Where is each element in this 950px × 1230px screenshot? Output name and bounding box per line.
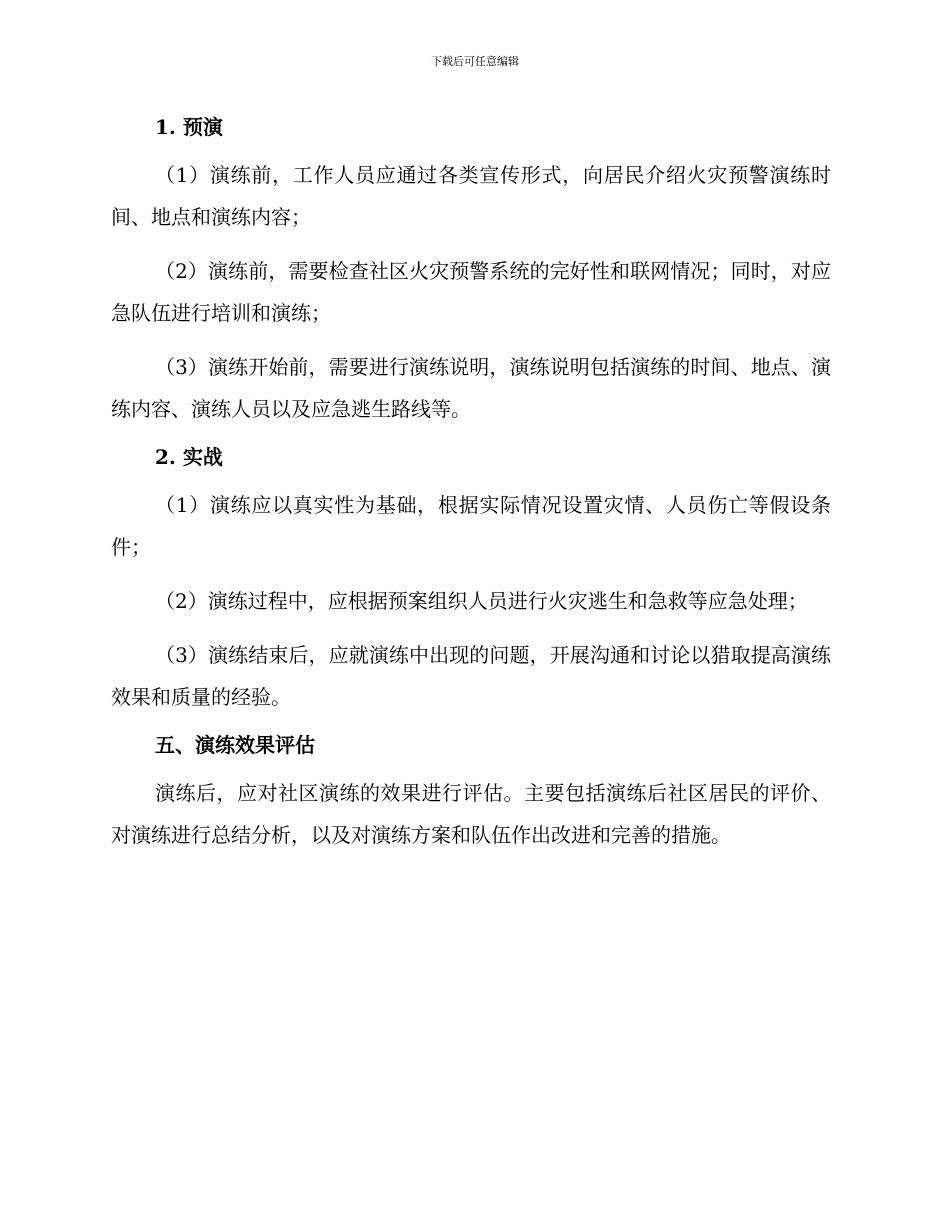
section-rehearsal	[111, 112, 831, 430]
section-heading: 2. 实战	[155, 445, 223, 469]
page-header: 下载后可任意编辑	[431, 55, 519, 68]
section-heading: 五、演练效果评估	[155, 733, 315, 757]
paragraph: （1）演练应以真实性为基础，根据实际情况设置灾情、人员伤亡等假设条件；	[111, 493, 831, 559]
paragraph: 演练后，应对社区演练的效果进行评估。主要包括演练后社区居民的评价、对演练进行总结分析，以及对演练方案和队伍作出改进和完善的措施。	[111, 781, 831, 847]
paragraph: （2）演练前，需要检查社区火灾预警系统的完好性和联网情况；同时，对应急队伍进行培训和演练；	[111, 259, 831, 325]
section-heading: 1. 预演	[155, 115, 223, 139]
paragraph: （3）演练结束后，应就演练中出现的问题，开展沟通和讨论以猎取提高演练效果和质量的经验。	[111, 643, 831, 709]
section-live-drill	[111, 442, 831, 718]
paragraph: （2）演练过程中，应根据预案组织人员进行火灾逃生和急救等应急处理；	[155, 589, 808, 613]
paragraph: （3）演练开始前，需要进行演练说明，演练说明包括演练的时间、地点、演练内容、演练人员以及应急逃生路线等。	[111, 355, 831, 421]
paragraph: （1）演练前，工作人员应通过各类宣传形式，向居民介绍火灾预警演练时间、地点和演练内容；	[111, 163, 831, 229]
document-body	[111, 112, 831, 856]
section-evaluation	[111, 730, 831, 856]
